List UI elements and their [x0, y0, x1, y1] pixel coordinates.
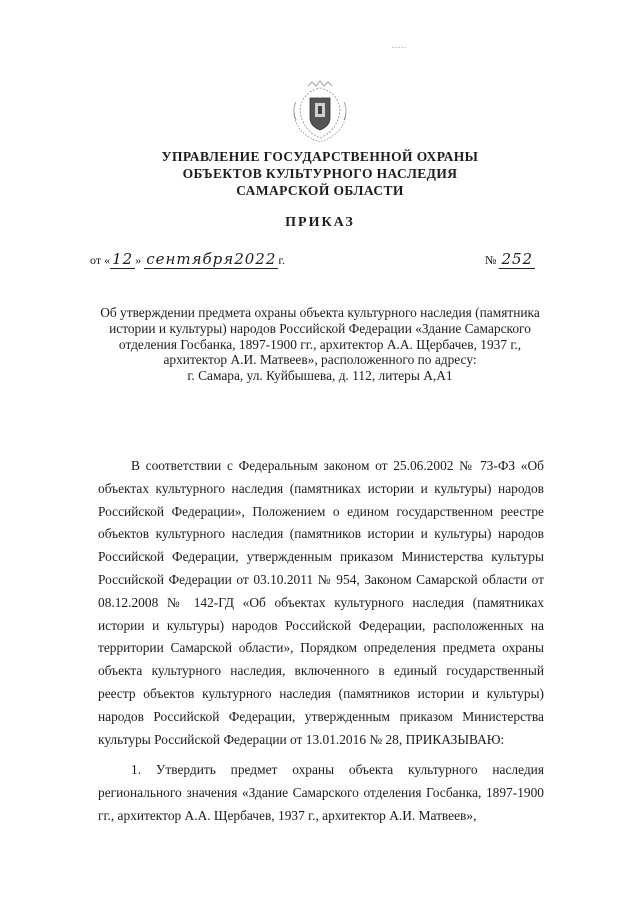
subject-line: истории и культуры) народов Российской Федерации «Здание Самарского [109, 320, 531, 336]
date-prefix: от « [90, 253, 111, 267]
org-line: ОБЪЕКТОВ КУЛЬТУРНОГО НАСЛЕДИЯ [182, 166, 458, 181]
number-prefix: № [485, 253, 497, 267]
document-type-title: ПРИКАЗ [285, 215, 355, 230]
subject-line: г. Самара, ул. Куйбышева, д. 112, литеры А,А1 [187, 368, 453, 384]
handwritten-number: 252 [501, 250, 534, 268]
date-suffix: г. [278, 253, 285, 267]
handwritten-day: 12 [112, 250, 134, 268]
coat-of-arms-icon [288, 80, 352, 144]
subject-line: архитектор А.И. Матвеев», расположенного по адресу: [163, 352, 477, 368]
subject-line: отделения Госбанка, 1897-1900 гг., архитектор А.А. Щербачев, 1937 г., [118, 336, 522, 352]
order-date [90, 250, 285, 268]
issuing-authority [0, 148, 640, 199]
item-1-paragraph: 1. Утвердить предмет охраны объекта культурного наследия регионального значения «Здание Самарского отделения Госбанка, 1897-1900 гг., архитектор А.А. Щербачев, 1937 г., архитектор А.И. Матвеев», [98, 762, 544, 823]
subject-line: Об утверждении предмета охраны объекта культурного наследия (памятника [100, 305, 540, 320]
handwritten-month-year: сентября2022 [146, 250, 277, 268]
preamble-paragraph: В соответствии с Федеральным законом от 25.06.2002 № 73-ФЗ «Об объектах культурного наследия (памятниках истории и культуры) народов Российской Федерации», Положением о едином государственном реестре объектов культурного наследия (памятников истории и культуры) народов Российской Федерации, утвержденным приказом Министерства культуры Российской Федерации от 03.10.2011 № 954, Законом Самарской области от 08.12.2008 № 142-ГД «Об объектах культурного наследия (памятниках истории и культуры) народов Российской Федерации, расположенных на территории Самарской области», Порядком определения предмета охраны объекта культурного наследия, включенного в единый государственный реестр объектов культурного наследия (памятников истории и культуры) народов Российской Федерации, утвержденным приказом Министерства культуры Российской Федерации от 13.01.2016 № 28, ПРИКАЗЫВАЮ: [98, 458, 544, 747]
order-body [98, 455, 544, 828]
order-number [485, 250, 535, 268]
order-subject [80, 305, 560, 384]
scan-artifact-dots: ..... [392, 41, 407, 50]
org-line: САМАРСКОЙ ОБЛАСТИ [236, 183, 404, 198]
date-mid: » [135, 253, 142, 267]
org-line: УПРАВЛЕНИЕ ГОСУДАРСТВЕННОЙ ОХРАНЫ [161, 149, 479, 164]
